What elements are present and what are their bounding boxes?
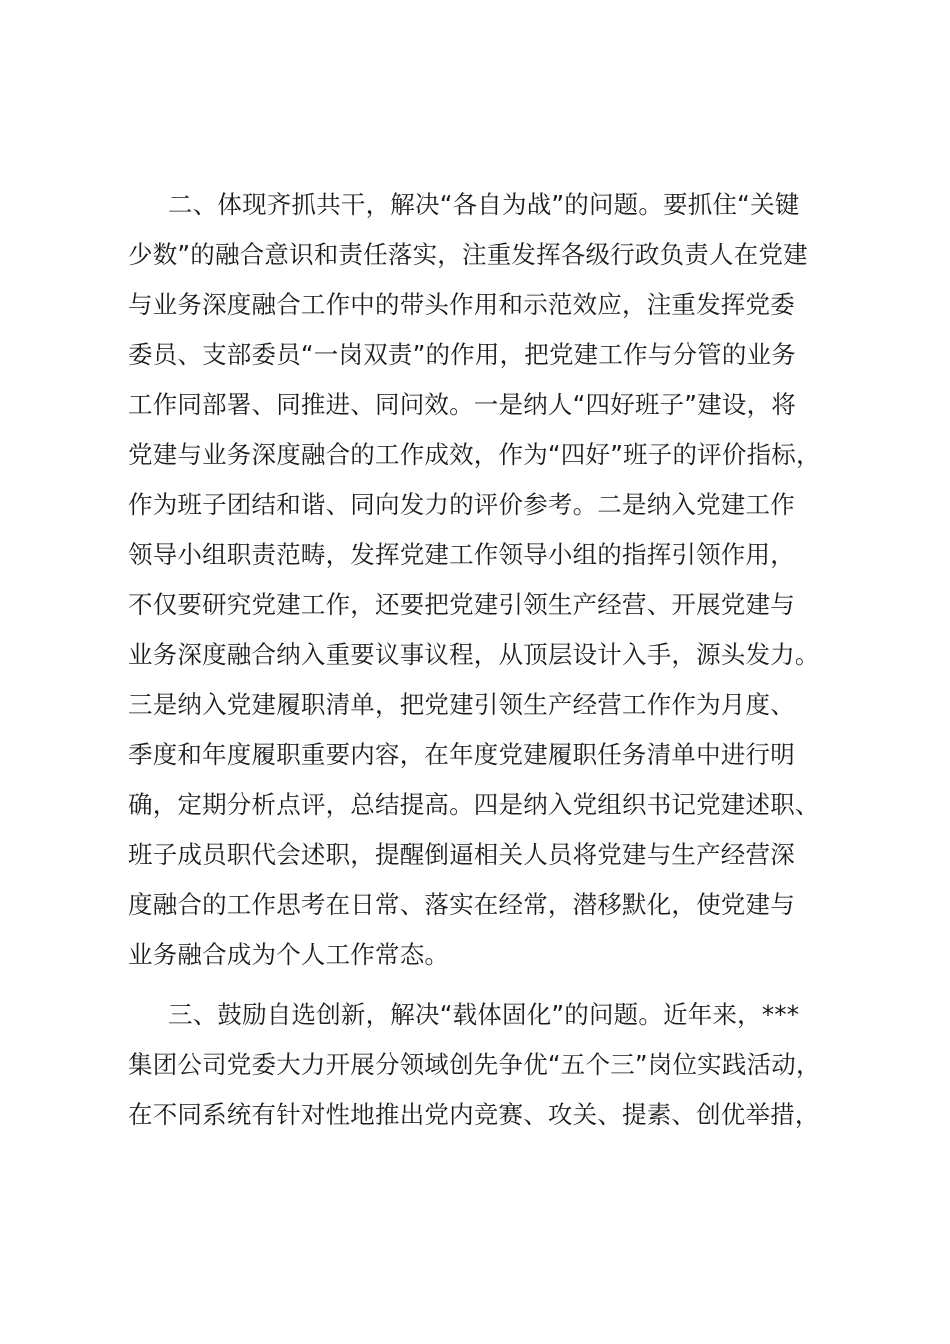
text-line: 业务深度融合纳入重要议事议程，从顶层设计入手，源头发力。 [128,640,820,669]
text-line: 班子成员职代会述职，提醒倒逼相关人员将党建与生产经营深 [128,840,795,869]
text-line: 领导小组职责范畴，发挥党建工作领导小组的指挥引领作用， [128,540,795,569]
text-line: 三是纳入党建履职清单，把党建引领生产经营工作作为月度、 [128,690,795,719]
text-line: 二、体现齐抓共干，解决“各自为战”的问题。要抓住“关键 [168,190,800,219]
text-line: 度融合的工作思考在日常、落实在经常，潜移默化，使党建与 [128,890,795,919]
text-line: 不仅要研究党建工作，还要把党建引领生产经营、开展党建与 [128,590,795,619]
text-line: 与业务深度融合工作中的带头作用和示范效应，注重发挥党委 [128,290,795,319]
text-line: 在不同系统有针对性地推出党内竞赛、攻关、提素、创优举措， [128,1100,820,1129]
text-line: 季度和年度履职重要内容，在年度党建履职任务清单中进行明 [128,740,795,769]
text-line: 工作同部署、同推进、同问效。一是纳人“四好班子”建设，将 [128,390,796,419]
text-line: 少数”的融合意识和责任落实，注重发挥各级行政负责人在党建 [128,240,808,269]
text-line: 作为班子团结和谐、同向发力的评价参考。二是纳入党建工作 [128,490,795,519]
text-line: 确，定期分析点评，总结提高。四是纳入党组织书记党建述职、 [128,790,820,819]
text-line: 三、鼓励自选创新，解决“载体固化”的问题。近年来，*** [168,1000,800,1029]
text-line: 业务融合成为个人工作常态。 [128,940,450,969]
paragraph-two [128,180,821,980]
text-line: 委员、支部委员“一岗双责”的作用，把党建工作与分管的业务 [128,340,796,369]
paragraph-three [128,990,821,1140]
text-line: 集团公司党委大力开展分领域创先争优“五个三”岗位实践活动， [128,1050,821,1079]
text-line: 党建与业务深度融合的工作成效，作为“四好”班子的评价指标， [128,440,821,469]
